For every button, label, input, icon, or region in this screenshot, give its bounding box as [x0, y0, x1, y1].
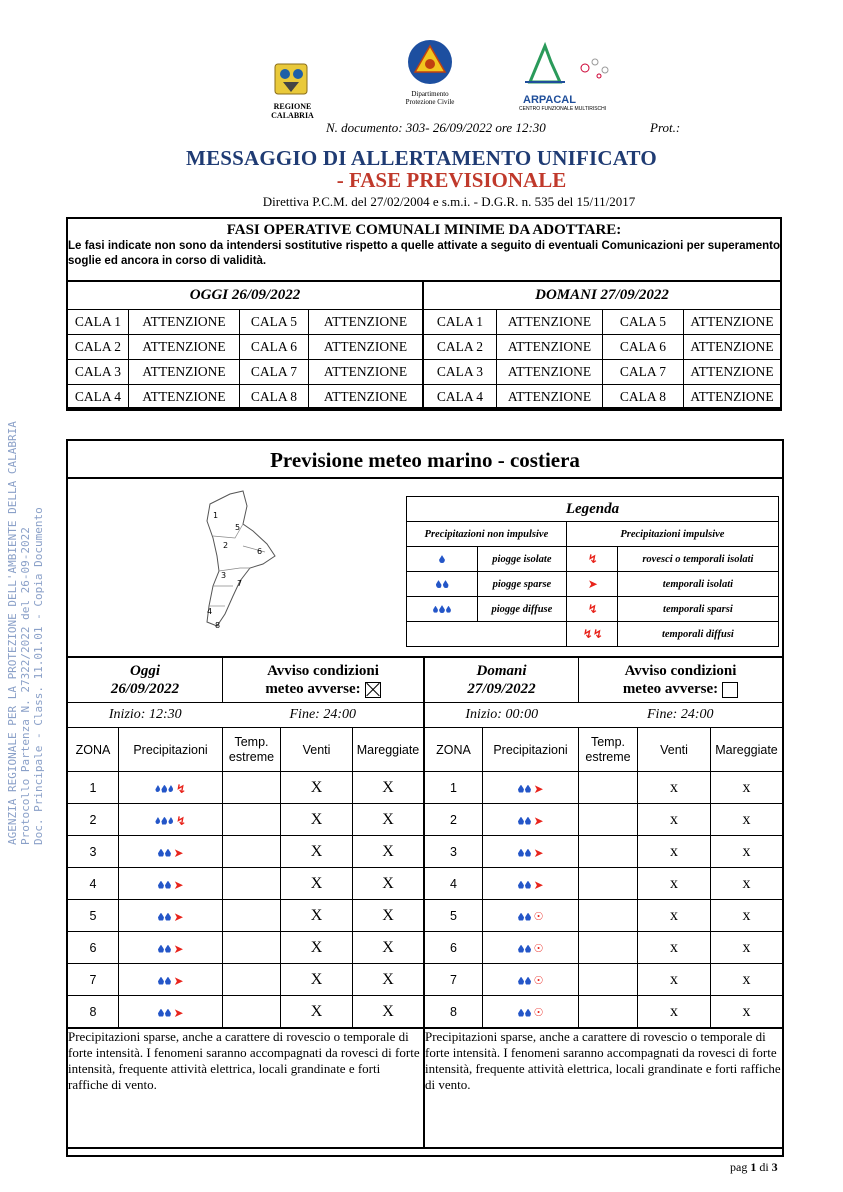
- protezione-civile-logo: [396, 38, 464, 110]
- domani-col-temp2: estreme: [585, 749, 631, 764]
- venti-mark: x: [638, 932, 711, 964]
- direttiva-line: Direttiva P.C.M. del 27/02/2004 e s.m.i. - D.G.R. n. 535 del 15/11/2017: [262, 194, 636, 209]
- mareggiate-mark: x: [711, 932, 784, 964]
- piogge-isolate-icon: [407, 547, 478, 572]
- footer-pag: pag: [730, 1160, 748, 1174]
- cala-status: ATTENZIONE: [309, 385, 424, 411]
- fasi-note: Le fasi indicate non sono da intendersi sostitutive rispetto a quelle attivate a seguito di eventuali Comunicazioni per superamento soglie ed ancora in corso di validità.: [68, 240, 780, 267]
- zone-number: 7: [424, 964, 483, 996]
- cala-label: CALA 8: [240, 385, 309, 411]
- temp-estreme-cell: [579, 868, 638, 900]
- footer-page: 1: [750, 1160, 757, 1174]
- map-zone-4: 4: [207, 607, 213, 616]
- map-zone-6: 6: [257, 547, 263, 556]
- venti-mark: X: [281, 772, 353, 804]
- precipitazioni-icon: ➤: [119, 996, 223, 1029]
- legenda-r3a: piogge diffuse: [478, 597, 567, 622]
- venti-mark: x: [638, 868, 711, 900]
- cala-label: CALA 1: [423, 310, 497, 335]
- rovesci-icon: ↯: [566, 547, 617, 572]
- zone-row: [424, 932, 783, 964]
- mareggiate-mark: X: [353, 964, 425, 996]
- zone-number: 6: [424, 932, 483, 964]
- page-footer: [730, 1160, 778, 1175]
- zone-number: 5: [67, 900, 119, 932]
- regione-calabria-logo: [255, 60, 330, 120]
- legenda-empty-cell: [407, 622, 567, 647]
- oggi-avviso-label2: meteo avverse:: [265, 681, 361, 697]
- domani-col-mare: Mareggiate: [711, 728, 784, 772]
- domani-col-venti: Venti: [638, 728, 711, 772]
- oggi-col-zona: ZONA: [67, 728, 119, 772]
- document-number: N. documento: 303- 26/09/2022 ore 12:30: [326, 120, 546, 135]
- arpacal-label: ARPACAL: [523, 94, 576, 106]
- cala-label: CALA 7: [603, 360, 684, 385]
- legenda-r2b: temporali isolati: [617, 572, 778, 597]
- mareggiate-mark: x: [711, 836, 784, 868]
- cala-label: CALA 2: [67, 335, 129, 360]
- side-stamp-line3: Doc. Principale - Class. 11.01.01 - Copia Documento: [32, 507, 45, 845]
- domani-table: [423, 656, 784, 1149]
- cala-label: CALA 4: [423, 385, 497, 411]
- domani-col-zona: ZONA: [424, 728, 483, 772]
- temporali-sparsi-icon: ↯: [566, 597, 617, 622]
- cala-status: ATTENZIONE: [129, 335, 240, 360]
- cala-status: ATTENZIONE: [309, 360, 424, 385]
- domani-fine: Fine: 24:00: [579, 703, 784, 728]
- oggi-description: Precipitazioni sparse, anche a carattere di rovescio o temporale di forte intensità. I fenomeni saranno accompagnati da rovesci di forte intensità, frequente attività elettrica, locali grandinate e forti raffiche di vento.: [67, 1028, 424, 1148]
- arpacal-sublabel: CENTRO FUNZIONALE MULTIRISCHI: [519, 106, 607, 112]
- zone-number: 2: [424, 804, 483, 836]
- precipitazioni-icon: ➤: [119, 964, 223, 996]
- precipitazioni-icon: ➤: [119, 932, 223, 964]
- temp-estreme-cell: [223, 772, 281, 804]
- cala-label: CALA 6: [603, 335, 684, 360]
- oggi-date: 26/09/2022: [110, 681, 180, 697]
- precipitazioni-icon: ☉: [483, 964, 579, 996]
- venti-mark: X: [281, 996, 353, 1029]
- mareggiate-mark: x: [711, 996, 784, 1029]
- domani-col-temp: [579, 728, 638, 772]
- temporali-isolati-icon: ➤: [566, 572, 617, 597]
- mareggiate-mark: x: [711, 772, 784, 804]
- precipitazioni-icon: ➤: [483, 836, 579, 868]
- venti-mark: X: [281, 900, 353, 932]
- zone-row: [424, 964, 783, 996]
- temp-estreme-cell: [579, 804, 638, 836]
- venti-mark: x: [638, 772, 711, 804]
- map-zone-8: 8: [215, 621, 221, 630]
- cala-status: ATTENZIONE: [684, 335, 782, 360]
- venti-mark: X: [281, 964, 353, 996]
- zone-number: 1: [424, 772, 483, 804]
- footer-total: 3: [771, 1160, 778, 1174]
- arpacal-logo: [515, 40, 625, 112]
- mareggiate-mark: X: [353, 900, 425, 932]
- domani-col-prec: Precipitazioni: [483, 728, 579, 772]
- mareggiate-mark: x: [711, 804, 784, 836]
- precipitazioni-icon: ➤: [119, 900, 223, 932]
- legenda: [406, 496, 779, 647]
- domani-date: 27/09/2022: [467, 681, 536, 697]
- regione-label: REGIONE CALABRIA: [271, 102, 314, 120]
- temp-estreme-cell: [579, 900, 638, 932]
- mareggiate-mark: X: [353, 996, 425, 1029]
- mareggiate-mark: X: [353, 932, 425, 964]
- oggi-inizio: Inizio: 12:30: [67, 703, 223, 728]
- zone-number: 3: [67, 836, 119, 868]
- oggi-avviso-label: Avviso condizioni: [267, 663, 379, 679]
- cala-status: ATTENZIONE: [497, 385, 603, 411]
- zone-row: [424, 900, 783, 932]
- domani-date-cell: [424, 657, 579, 703]
- zone-number: 2: [67, 804, 119, 836]
- domani-section: [423, 656, 784, 1149]
- zone-row: [67, 996, 424, 1029]
- zone-number: 6: [67, 932, 119, 964]
- temp-estreme-cell: [223, 964, 281, 996]
- venti-mark: X: [281, 836, 353, 868]
- oggi-fine: Fine: 24:00: [223, 703, 425, 728]
- cala-label: CALA 1: [67, 310, 129, 335]
- side-stamp-line1: AGENZIA REGIONALE PER LA PROTEZIONE DELL'AMBIENTE DELLA CALABRIA: [6, 421, 19, 845]
- legenda-r3b: temporali sparsi: [617, 597, 778, 622]
- temp-estreme-cell: [579, 996, 638, 1029]
- legenda-table: [406, 496, 779, 647]
- precipitazioni-icon: ➤: [483, 772, 579, 804]
- side-stamp-line2: Protocollo Partenza N. 27322/2022 del 26-09-2022: [19, 527, 32, 845]
- oggi-col-temp2: estreme: [228, 749, 275, 764]
- protezione-label: Protezione Civile: [405, 98, 455, 106]
- domani-col-temp1: Temp.: [590, 734, 626, 749]
- mareggiate-mark: X: [353, 868, 425, 900]
- venti-mark: x: [638, 900, 711, 932]
- legenda-r2a: piogge sparse: [478, 572, 567, 597]
- side-stamp: [6, 421, 45, 845]
- domani-description: Precipitazioni sparse, anche a carattere di rovescio o temporale di forte intensità. I fenomeni saranno accompagnati da rovesci di forte intensità, frequente attività elettrica, locali grandinate e forti raffiche di vento.: [424, 1028, 783, 1148]
- oggi-table: [66, 656, 425, 1149]
- cala-status: ATTENZIONE: [684, 385, 782, 411]
- fasi-row: [67, 335, 781, 360]
- domani-avviso-label2: meteo avverse:: [622, 681, 719, 697]
- precipitazioni-icon: ☉: [483, 900, 579, 932]
- domani-header: DOMANI 27/09/2022: [423, 281, 781, 310]
- zone-row: [424, 868, 783, 900]
- legenda-r4b: temporali diffusi: [617, 622, 778, 647]
- cala-label: CALA 3: [423, 360, 497, 385]
- page-subtitle: - FASE PREVISIONALE: [336, 168, 567, 192]
- mareggiate-mark: x: [711, 900, 784, 932]
- temp-estreme-cell: [223, 868, 281, 900]
- precipitazioni-icon: ↯: [119, 804, 223, 836]
- oggi-col-temp: [223, 728, 281, 772]
- fasi-heading: FASI OPERATIVE COMUNALI MINIME DA ADOTTARE:: [226, 222, 622, 238]
- mareggiate-mark: x: [711, 868, 784, 900]
- venti-mark: X: [281, 868, 353, 900]
- cala-status: ATTENZIONE: [497, 335, 603, 360]
- fasi-row: [67, 310, 781, 335]
- temporali-diffusi-icon: ↯↯: [566, 622, 617, 647]
- cala-label: CALA 5: [603, 310, 684, 335]
- zone-row: [424, 836, 783, 868]
- zone-number: 1: [67, 772, 119, 804]
- precipitazioni-icon: ➤: [483, 868, 579, 900]
- arpacal-emblem-icon: [515, 40, 625, 90]
- domani-avviso-checkbox[interactable]: [722, 682, 738, 698]
- fasi-table-wrap: [66, 280, 782, 411]
- zone-row: [67, 804, 424, 836]
- temp-estreme-cell: [579, 772, 638, 804]
- cala-status: ATTENZIONE: [309, 335, 424, 360]
- map-zone-7: 7: [237, 579, 243, 588]
- fasi-row: [67, 385, 781, 411]
- zone-row: [67, 836, 424, 868]
- zone-number: 8: [67, 996, 119, 1029]
- zone-number: 8: [424, 996, 483, 1029]
- zone-row: [67, 868, 424, 900]
- piogge-diffuse-icon: [407, 597, 478, 622]
- mareggiate-mark: X: [353, 836, 425, 868]
- temp-estreme-cell: [223, 836, 281, 868]
- oggi-col-temp1: Temp.: [234, 734, 269, 749]
- map-zone-2: 2: [223, 541, 229, 550]
- temp-estreme-cell: [579, 836, 638, 868]
- zone-row: [424, 996, 783, 1029]
- cala-label: CALA 6: [240, 335, 309, 360]
- map-zone-3: 3: [221, 571, 227, 580]
- cala-status: ATTENZIONE: [497, 310, 603, 335]
- zone-number: 4: [424, 868, 483, 900]
- fasi-table: [66, 280, 782, 411]
- zone-row: [67, 932, 424, 964]
- legenda-title: Legenda: [407, 497, 779, 522]
- zone-row: [67, 900, 424, 932]
- zone-row: [424, 804, 783, 836]
- mareggiate-mark: X: [353, 804, 425, 836]
- cala-label: CALA 2: [423, 335, 497, 360]
- zone-row: [67, 772, 424, 804]
- domani-avviso-label: Avviso condizioni: [624, 663, 737, 679]
- precipitazioni-icon: ☉: [483, 932, 579, 964]
- temp-estreme-cell: [223, 804, 281, 836]
- calabria-zones-map: [195, 486, 280, 636]
- cala-status: ATTENZIONE: [684, 360, 782, 385]
- domani-inizio: Inizio: 00:00: [424, 703, 579, 728]
- dipartimento-label: Dipartimento: [411, 90, 449, 98]
- protocol-label: Prot.:: [650, 120, 681, 135]
- oggi-label: Oggi: [130, 663, 160, 679]
- cala-label: CALA 7: [240, 360, 309, 385]
- legenda-col1: Precipitazioni non impulsive: [407, 522, 567, 547]
- venti-mark: x: [638, 964, 711, 996]
- mareggiate-mark: X: [353, 772, 425, 804]
- oggi-col-venti: Venti: [281, 728, 353, 772]
- legenda-r1a: piogge isolate: [478, 547, 567, 572]
- venti-mark: X: [281, 932, 353, 964]
- meteo-heading: Previsione meteo marino - costiera: [68, 441, 782, 479]
- precipitazioni-icon: ➤: [483, 804, 579, 836]
- cala-label: CALA 4: [67, 385, 129, 411]
- precipitazioni-icon: ➤: [119, 836, 223, 868]
- cala-label: CALA 3: [67, 360, 129, 385]
- oggi-col-mare: Mareggiate: [353, 728, 425, 772]
- cala-status: ATTENZIONE: [129, 360, 240, 385]
- cala-label: CALA 8: [603, 385, 684, 411]
- fasi-row: [67, 360, 781, 385]
- oggi-avviso-cell: [223, 657, 425, 703]
- oggi-col-prec: Precipitazioni: [119, 728, 223, 772]
- map-zone-1: 1: [213, 511, 219, 520]
- domani-label: Domani: [476, 663, 527, 679]
- temp-estreme-cell: [579, 964, 638, 996]
- zone-row: [424, 772, 783, 804]
- temp-estreme-cell: [579, 932, 638, 964]
- temp-estreme-cell: [223, 996, 281, 1029]
- calabria-map-icon: [195, 486, 280, 636]
- legenda-r1b: rovesci o temporali isolati: [617, 547, 778, 572]
- temp-estreme-cell: [223, 932, 281, 964]
- zone-number: 7: [67, 964, 119, 996]
- domani-avviso-cell: [579, 657, 784, 703]
- venti-mark: X: [281, 804, 353, 836]
- map-zone-5: 5: [235, 523, 241, 532]
- venti-mark: x: [638, 996, 711, 1029]
- cala-status: ATTENZIONE: [129, 385, 240, 411]
- venti-mark: x: [638, 804, 711, 836]
- precipitazioni-icon: ☉: [483, 996, 579, 1029]
- zone-number: 3: [424, 836, 483, 868]
- precipitazioni-icon: ↯: [119, 772, 223, 804]
- cala-status: ATTENZIONE: [684, 310, 782, 335]
- page-title: MESSAGGIO DI ALLERTAMENTO UNIFICATO: [186, 146, 657, 170]
- cala-status: ATTENZIONE: [309, 310, 424, 335]
- oggi-avviso-checkbox[interactable]: [365, 682, 381, 698]
- oggi-section: [66, 656, 425, 1149]
- piogge-sparse-icon: [407, 572, 478, 597]
- zone-number: 5: [424, 900, 483, 932]
- zone-row: [67, 964, 424, 996]
- precipitazioni-icon: ➤: [119, 868, 223, 900]
- cala-status: ATTENZIONE: [497, 360, 603, 385]
- cala-label: CALA 5: [240, 310, 309, 335]
- oggi-header: OGGI 26/09/2022: [67, 281, 423, 310]
- zone-number: 4: [67, 868, 119, 900]
- venti-mark: x: [638, 836, 711, 868]
- mareggiate-mark: x: [711, 964, 784, 996]
- legenda-col2: Precipitazioni impulsive: [566, 522, 778, 547]
- oggi-date-cell: [67, 657, 223, 703]
- footer-di: di: [759, 1160, 769, 1174]
- protezione-civile-emblem-icon: [405, 38, 455, 86]
- regione-calabria-emblem-icon: [255, 60, 330, 98]
- temp-estreme-cell: [223, 900, 281, 932]
- cala-status: ATTENZIONE: [129, 310, 240, 335]
